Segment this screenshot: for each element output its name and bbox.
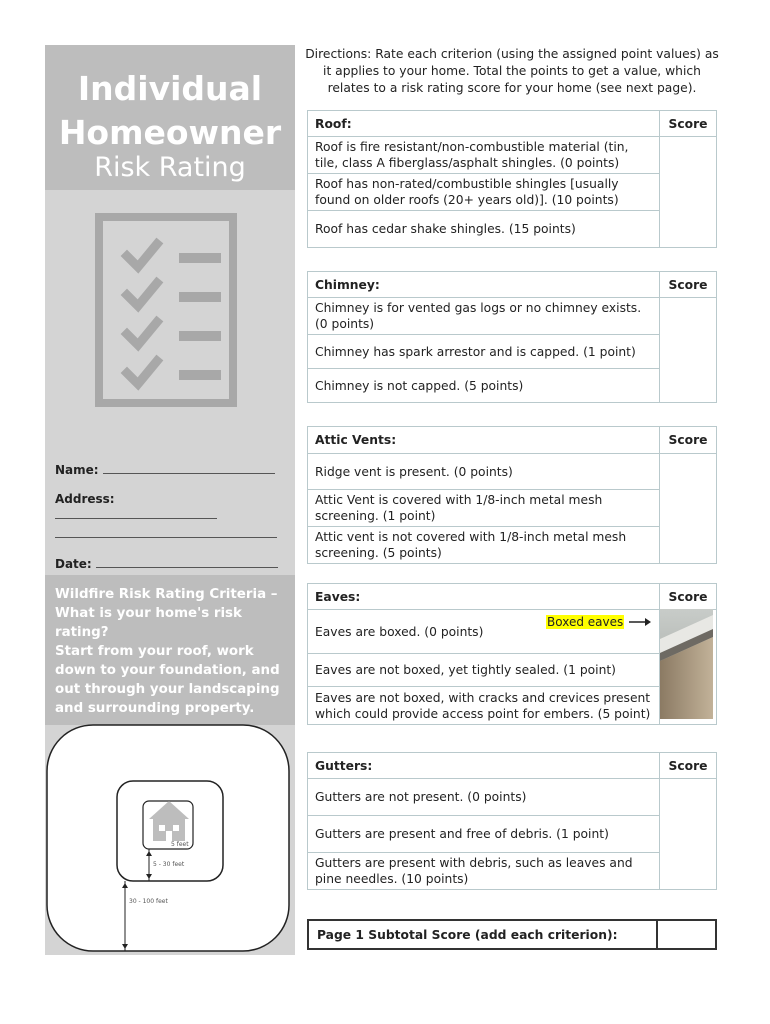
chimney-item-3: Chimney is not capped. (5 points): [308, 369, 660, 403]
subtotal-score-input[interactable]: [656, 921, 715, 948]
chimney-item-2: Chimney has spark arrestor and is capped. (1 point): [308, 335, 660, 369]
gutters-item-3: Gutters are present with debris, such as leaves and pine needles. (10 points): [308, 853, 660, 890]
title-line-1: Individual: [77, 69, 263, 108]
zone-map: [45, 723, 295, 955]
boxed-eaves-photo: [660, 609, 713, 719]
gutters-item-2: Gutters are present and free of debris. (1 point): [308, 816, 660, 853]
date-line[interactable]: [96, 555, 278, 568]
roof-table: [307, 110, 717, 248]
roof-item-1: Roof is fire resistant/non-combustible material (tin, tile, class A fiberglass/asphalt shingles. (0 points): [308, 137, 660, 174]
address-line-2-rule[interactable]: [55, 525, 277, 538]
criteria-text: [55, 585, 287, 718]
eaves-score-header: Score: [660, 584, 717, 610]
arrow-right-icon: [628, 615, 652, 629]
eaves-item-1: Eaves are boxed. (0 points): [308, 610, 660, 654]
gutters-title: Gutters:: [308, 753, 660, 779]
roof-item-3: Roof has cedar shake shingles. (15 points): [308, 211, 660, 248]
roof-title: Roof:: [308, 111, 660, 137]
name-field[interactable]: [55, 461, 280, 477]
name-label: Name:: [55, 463, 99, 477]
attic-item-1: Ridge vent is present. (0 points): [308, 454, 660, 490]
gutters-score-header: Score: [660, 753, 717, 779]
attic-table: [307, 426, 717, 564]
roof-score-input[interactable]: [660, 137, 717, 248]
eaves-title: Eaves:: [308, 584, 660, 610]
chimney-item-1: Chimney is for vented gas logs or no chimney exists. (0 points): [308, 298, 660, 335]
subtitle: Risk Rating: [94, 152, 246, 183]
address-line[interactable]: [55, 506, 217, 519]
criteria-box: [45, 575, 295, 725]
address-field[interactable]: [55, 492, 280, 522]
date-label: Date:: [55, 557, 92, 571]
chimney-table: [307, 271, 717, 403]
sidebar: [45, 45, 295, 955]
chimney-title: Chimney:: [308, 272, 660, 298]
attic-item-2: Attic Vent is covered with 1/8-inch metal mesh screening. (1 point): [308, 490, 660, 527]
subtotal-row: [307, 919, 717, 950]
roof-score-header: Score: [660, 111, 717, 137]
zone-label-5ft: 5 feet: [171, 841, 189, 848]
checklist-icon: [95, 213, 237, 407]
directions: Directions: Rate each criterion (using the assigned point values) as it applies to your home. Total the points to get a value, which relates to a risk rating score for your home (see next page).: [305, 47, 719, 95]
eaves-table: [307, 583, 717, 725]
address-line-2[interactable]: [55, 525, 280, 541]
gutters-score-input[interactable]: [660, 779, 717, 890]
eaves-item-2: Eaves are not boxed, yet tightly sealed. (1 point): [308, 654, 660, 687]
zone-label-5-30ft: 5 - 30 feet: [153, 861, 185, 868]
subtotal-label: Page 1 Subtotal Score (add each criterion):: [317, 928, 618, 942]
boxed-eaves-callout: Boxed eaves: [547, 615, 624, 629]
attic-title: Attic Vents:: [308, 427, 660, 454]
title-line-2: Homeowner: [58, 113, 282, 152]
criteria-body: Start from your roof, work down to your foundation, and out through your landscaping and surrounding property.: [55, 644, 280, 716]
attic-item-3: Attic vent is not covered with 1/8-inch metal mesh screening. (5 points): [308, 527, 660, 564]
roof-item-2: Roof has non-rated/combustible shingles [usually found on older roofs (20+ years old)]. (10 points): [308, 174, 660, 211]
date-field[interactable]: [55, 555, 280, 571]
chimney-score-input[interactable]: [660, 298, 717, 403]
name-line[interactable]: [103, 461, 275, 474]
attic-score-header: Score: [660, 427, 717, 454]
title-block: [45, 45, 295, 190]
eaves-item-3: Eaves are not boxed, with cracks and crevices present which could provide access point for embers. (5 point): [308, 687, 660, 725]
chimney-score-header: Score: [660, 272, 717, 298]
gutters-item-1: Gutters are not present. (0 points): [308, 779, 660, 816]
attic-score-input[interactable]: [660, 454, 717, 564]
criteria-heading: Wildfire Risk Rating Criteria – What is your home's risk rating?: [55, 587, 278, 640]
address-label: Address:: [55, 492, 115, 506]
gutters-table: [307, 752, 717, 890]
zone-label-30-100ft: 30 - 100 feet: [129, 898, 168, 905]
